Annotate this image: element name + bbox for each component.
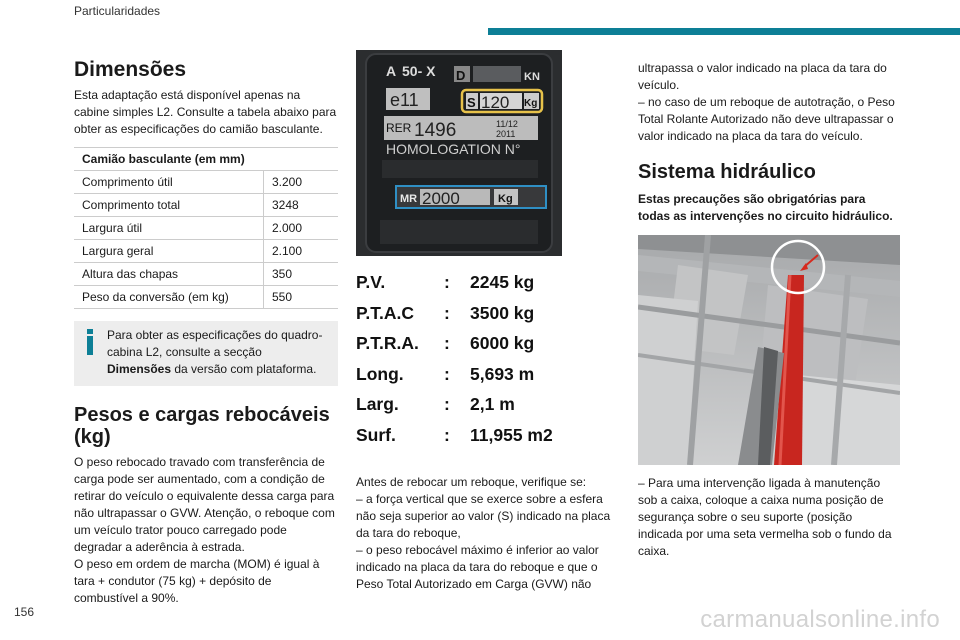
info-icon xyxy=(84,329,97,355)
plate-date-2: 2011 xyxy=(496,129,516,139)
column-middle xyxy=(356,50,618,593)
reboque-continued: ultrapassa o valor indicado na placa da tara do veículo. xyxy=(638,61,887,92)
page-number: 156 xyxy=(14,605,35,619)
tare-plate-image xyxy=(356,50,562,256)
plate-a: A xyxy=(386,63,397,79)
row-value: 350 xyxy=(264,263,339,286)
note-link-dimensoes: Dimensões xyxy=(107,362,172,377)
table-row xyxy=(74,217,338,240)
table-header: Camião basculante (em mm) xyxy=(74,148,338,171)
plate-s-value: 120 xyxy=(481,93,510,112)
reboque-item-2: – o peso rebocável máximo é inferior ao valor indicado na placa da tara do reboque e que o Peso Total Autorizado em Carga (GVW) não xyxy=(356,542,599,591)
spec-label: P.T.R.A. xyxy=(356,333,419,354)
plate-mr-value: 2000 xyxy=(422,189,460,208)
spec-value: 11,955 m2 xyxy=(470,424,553,445)
plate-mr-kg: Kg xyxy=(498,193,513,205)
spec-label: P.V. xyxy=(356,272,386,292)
plate-s: S xyxy=(467,95,476,110)
plate-kg: Kg xyxy=(524,98,538,109)
hidraulico-item-1: – Para uma intervenção ligada à manutenção sob a caixa, coloque a caixa numa posição de segurança sobre o seu suporte (posição indicada por uma seta vermelha sob o fundo da caixa. xyxy=(638,476,892,558)
note-text: Para obter as especificações do quadro-cabina L2, consulte a secção xyxy=(107,328,323,360)
info-note xyxy=(74,321,338,386)
row-label: Comprimento útil xyxy=(74,171,264,194)
plate-kn: KN xyxy=(524,71,540,83)
spec-value: 3500 kg xyxy=(470,302,535,323)
dimensoes-intro: Esta adaptação está disponível apenas na cabine simples L2. Consulte a tabela abaixo para obter as especificações do camião basculante. xyxy=(74,88,337,137)
plate-e11: e11 xyxy=(390,90,419,110)
table-row xyxy=(74,263,338,286)
pesos-paragraph-1: O peso rebocado travado com transferência de carga pode ser aumentado, com a condição de retirar do veículo o equivalente dessa carga para não ultrapassar o GVW. Atenção, o reboque com um veículo trator pouco carregado pode degradar a aderência à estrada. xyxy=(74,455,335,555)
dimensions-table xyxy=(74,147,338,309)
spec-value: 2,1 m xyxy=(470,394,515,415)
spec-row: Surf. : 11,955 m2 xyxy=(356,425,562,456)
section-label: Particularidades xyxy=(74,4,161,18)
reboque-item-3: – no caso de um reboque de autotração, o Peso Total Rolante Autorizado não deve ultrapassar o valor indicado na placa da tara do veículo. xyxy=(638,95,895,143)
plate-code: 50- X xyxy=(402,63,436,79)
table-row xyxy=(74,286,338,309)
spec-row: P.T.R.A. : 6000 kg xyxy=(356,333,562,364)
table-row xyxy=(74,240,338,263)
hidraulico-warning: Estas precauções são obrigatórias para todas as intervenções no circuito hidráulico. xyxy=(638,192,893,223)
hidraulico-heading: Sistema hidráulico xyxy=(638,161,816,183)
pesos-paragraph-2: O peso em ordem de marcha (MOM) é igual à tara + condutor (75 kg) + depósito de combustível a 90%. xyxy=(74,557,320,606)
spec-value: 2245 kg xyxy=(470,272,535,292)
row-value: 3248 xyxy=(264,194,339,217)
spec-row: Larg. : 2,1 m xyxy=(356,394,562,425)
row-label: Altura das chapas xyxy=(74,263,264,286)
spec-row: P.T.A.C : 3500 kg xyxy=(356,303,562,334)
plate-homologation: HOMOLOGATION N° xyxy=(386,141,521,157)
column-left xyxy=(74,50,338,607)
spec-row: P.V. : 2245 kg xyxy=(356,272,562,303)
plate-rer-value: 1496 xyxy=(414,120,457,141)
hydraulic-support-image xyxy=(638,235,900,465)
spec-label: Long. xyxy=(356,363,404,384)
note-tail: da versão com plataforma. xyxy=(171,362,317,377)
row-label: Peso da conversão (em kg) xyxy=(74,286,264,309)
spec-value: 5,693 m xyxy=(470,363,535,384)
table-row xyxy=(74,194,338,217)
row-value: 2.100 xyxy=(264,240,339,263)
vehicle-spec-plate xyxy=(356,272,562,456)
watermark: carmanualsonline.info xyxy=(700,606,940,633)
row-label: Largura útil xyxy=(74,217,264,240)
accent-bar xyxy=(488,28,960,35)
row-value: 2.000 xyxy=(264,217,339,240)
plate-mr: MR xyxy=(400,193,418,205)
spec-row: Long. : 5,693 m xyxy=(356,364,562,395)
spec-label: Larg. xyxy=(356,394,399,415)
dimensoes-heading: Dimensões xyxy=(74,58,187,81)
pesos-heading: Pesos e cargas rebocáveis (kg) xyxy=(74,404,330,449)
spec-label: Surf. xyxy=(356,424,396,445)
spec-label: P.T.A.C xyxy=(356,302,415,323)
row-label: Comprimento total xyxy=(74,194,264,217)
table-row xyxy=(74,171,338,194)
reboque-item-1: – a força vertical que se exerce sobre a esfera não seja superior ao valor (S) indicado na placa da tara do reboque, xyxy=(356,491,611,540)
row-value: 3.200 xyxy=(264,171,339,194)
plate-rer: RER xyxy=(386,121,412,135)
plate-d: D xyxy=(456,68,466,83)
reboque-intro: Antes de rebocar um reboque, verifique se: xyxy=(356,474,587,489)
spec-value: 6000 kg xyxy=(470,333,535,354)
column-right xyxy=(638,50,900,560)
row-label: Largura geral xyxy=(74,240,264,263)
row-value: 550 xyxy=(264,286,339,309)
plate-date-1: 11/12 xyxy=(496,119,518,129)
